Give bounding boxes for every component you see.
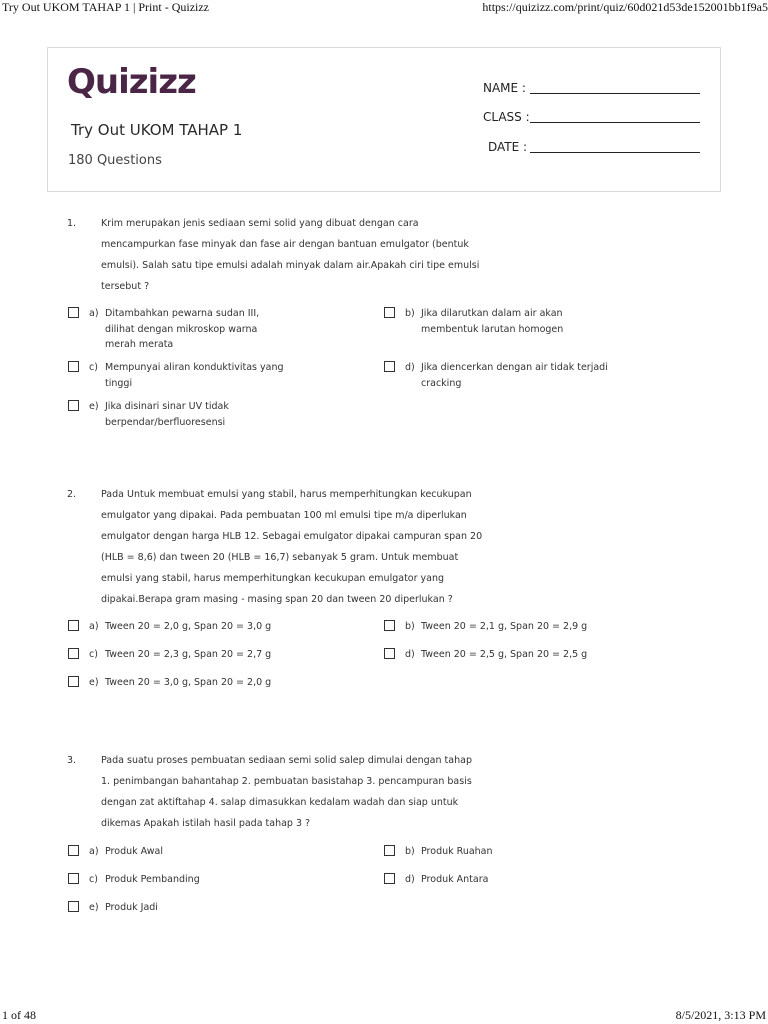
name-line xyxy=(530,93,700,94)
question-number: 2. xyxy=(67,489,77,500)
option-checkbox[interactable] xyxy=(68,873,79,884)
option-checkbox[interactable] xyxy=(68,648,79,659)
option-checkbox[interactable] xyxy=(68,307,79,318)
name-label: NAME : xyxy=(483,81,526,95)
option-checkbox[interactable] xyxy=(384,307,395,318)
question-count: 180 Questions xyxy=(68,153,162,168)
question-text: Krim merupakan jenis sediaan semi solid yang dibuat dengan cara mencampurkan fase minyak dan fase air dengan bantuan emulgator (bentuk emulsi). Salah satu tipe emulsi adalah minyak dalam air.Apakah ciri tipe emulsi tersebut ? xyxy=(101,218,480,292)
class-field xyxy=(483,110,530,124)
date-field xyxy=(488,140,527,154)
page-title: Try Out UKOM TAHAP 1 | Print - Quizizz xyxy=(2,0,209,14)
option-checkbox[interactable] xyxy=(384,361,395,372)
question-number: 3. xyxy=(67,755,77,766)
option-checkbox[interactable] xyxy=(68,676,79,687)
page-url: https://quizizz.com/print/quiz/60d021d53de152001bb1f9a5 xyxy=(482,0,768,14)
name-field xyxy=(483,81,526,95)
option-checkbox[interactable] xyxy=(68,845,79,856)
question-number: 1. xyxy=(67,218,77,229)
quizizz-logo: Quizizz xyxy=(67,62,196,102)
print-datetime: 8/5/2021, 3:13 PM xyxy=(675,1008,766,1022)
option-checkbox[interactable] xyxy=(68,620,79,631)
question-text: Pada Untuk membuat emulsi yang stabil, harus memperhitungkan kecukupan emulgator yang dipakai. Pada pembuatan 100 ml emulsi tipe m/a diperlukan emulgator dengan harga HLB 12. Sebagai emulgator dipakai campuran span 20 (HLB = 8,6) dan tween 20 (HLB = 16,7) sebanyak 5 gram. Untuk membuat emulsi yang stabil, harus memperhitungkan kecukupan emulgator yang dipakai.Berapa gram masing - masing span 20 dan tween 20 diperlukan ? xyxy=(101,489,483,605)
question-text: Pada suatu proses pembuatan sediaan semi solid salep dimulai dengan tahap 1. penimbangan bahantahap 2. pembuatan basistahap 3. pencampuran basis dengan zat aktiftahap 4. salap dimasukkan kedalam wadah dan siap untuk dikemas Apakah istilah hasil pada tahap 3 ? xyxy=(101,755,472,829)
option-checkbox[interactable] xyxy=(68,361,79,372)
class-line xyxy=(530,122,700,123)
option-checkbox[interactable] xyxy=(68,400,79,411)
option-checkbox[interactable] xyxy=(384,648,395,659)
page-counter: 1 of 48 xyxy=(2,1008,36,1022)
print-footer xyxy=(0,1008,768,1024)
option-checkbox[interactable] xyxy=(68,901,79,912)
quiz-title: Try Out UKOM TAHAP 1 xyxy=(71,121,243,139)
quiz-header xyxy=(47,47,721,192)
class-label: CLASS : xyxy=(483,110,530,124)
print-header xyxy=(0,0,768,16)
date-label: DATE : xyxy=(488,140,528,154)
date-line xyxy=(530,152,700,153)
option-checkbox[interactable] xyxy=(384,620,395,631)
option-checkbox[interactable] xyxy=(384,845,395,856)
option-checkbox[interactable] xyxy=(384,873,395,884)
